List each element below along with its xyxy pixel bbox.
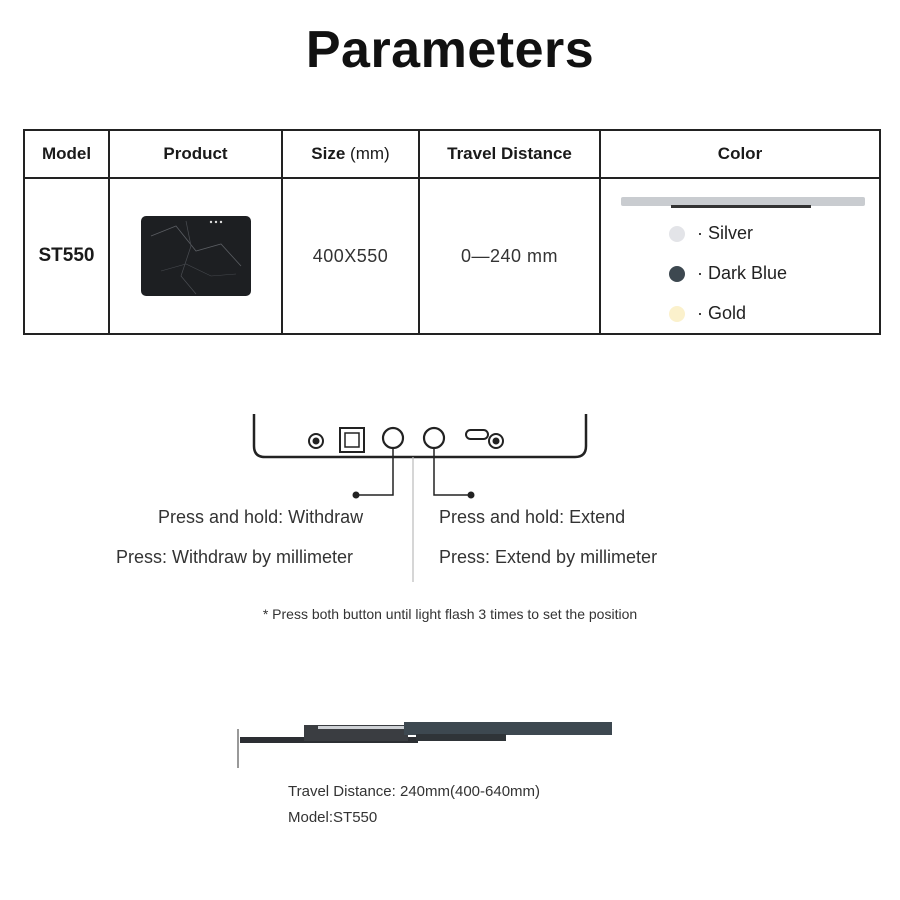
extend-button-icon [424, 428, 444, 448]
usb-port-icon [466, 430, 488, 439]
color-label: · Silver [697, 223, 754, 243]
header-model: Model [24, 130, 109, 178]
power-port-icon [340, 428, 364, 452]
header-size-label: Size [311, 144, 346, 163]
indicator-light-right-icon [489, 434, 503, 448]
header-color: Color [600, 130, 880, 178]
withdraw-hold-label: Press and hold: Withdraw [158, 507, 364, 527]
header-travel: Travel Distance [419, 130, 600, 178]
color-label: · Dark Blue [697, 263, 788, 283]
travel-distance-caption: Travel Distance: 240mm(400-640mm) [288, 783, 541, 800]
size-cell: 400X550 [282, 178, 419, 334]
extend-hold-label: Press and hold: Extend [439, 507, 626, 527]
header-product: Product [109, 130, 282, 178]
withdraw-button-icon [383, 428, 403, 448]
color-label: · Gold [697, 303, 747, 323]
travel-cell: 0—240 mm [419, 178, 600, 334]
model-cell: ST550 [24, 178, 109, 334]
withdraw-press-label: Press: Withdraw by millimeter [116, 547, 354, 567]
footnote: * Press both button until light flash 3 times to set the position [262, 606, 638, 622]
header-size-unit: (mm) [350, 144, 390, 163]
model-caption: Model:ST550 [288, 809, 378, 826]
slider-side-view-illustration [238, 722, 612, 768]
extend-press-label: Press: Extend by millimeter [439, 547, 658, 567]
indicator-light-left-icon [309, 434, 323, 448]
page-title: Parameters [305, 21, 595, 79]
